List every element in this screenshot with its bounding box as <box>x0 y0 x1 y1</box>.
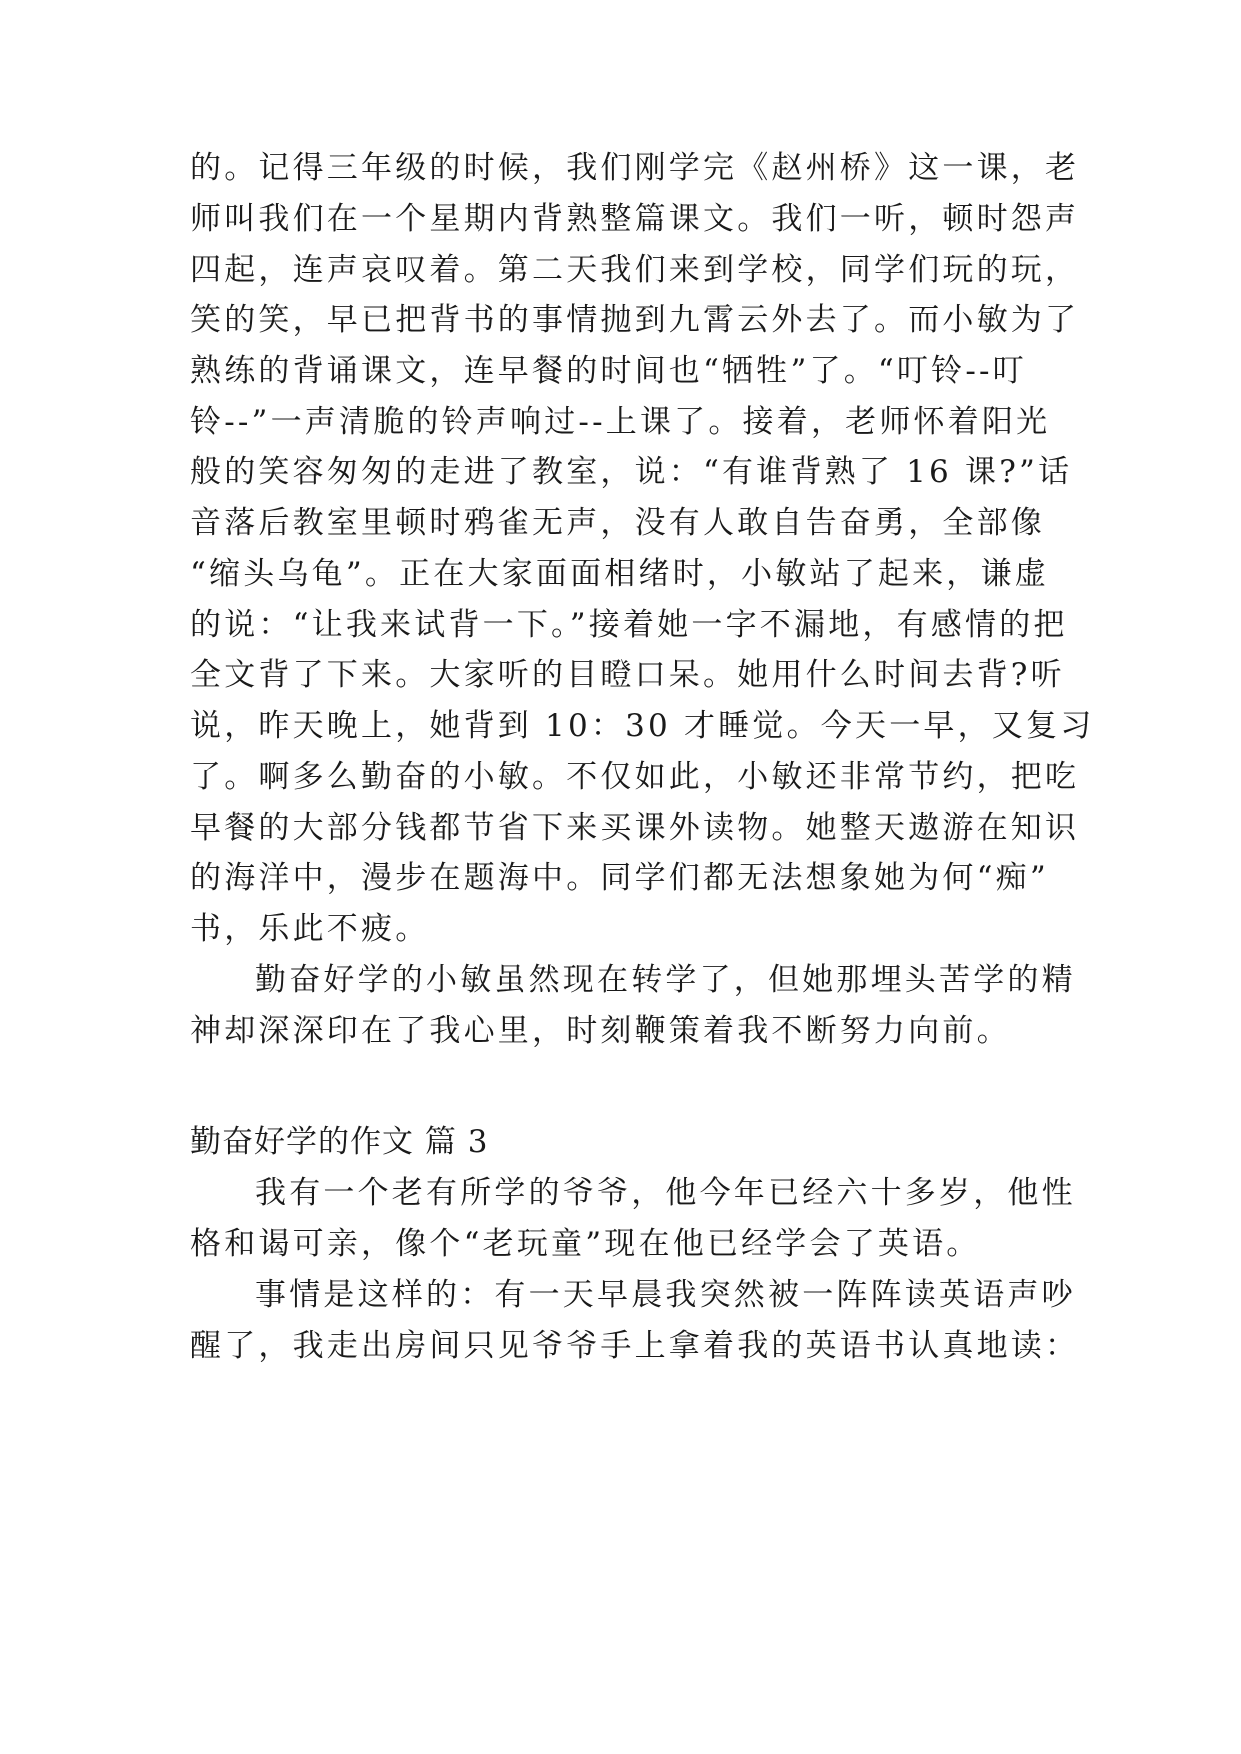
text-line: 勤奋好学的小敏虽然现在转学了，但她那埋头苦学的精 <box>255 962 1076 998</box>
text-line: 事情是这样的：有一天早晨我突然被一阵阵读英语声吵 <box>255 1277 1076 1313</box>
text-line: 铃--”一声清脆的铃声响过--上课了。接着，老师怀着阳光 <box>190 404 1051 440</box>
text-line: 早餐的大部分钱都节省下来买课外读物。她整天遨游在知识 <box>190 810 1080 846</box>
text-line: 格和谒可亲，像个“老玩童”现在他已经学会了英语。 <box>190 1226 981 1262</box>
text-line: 的海洋中，漫步在题海中。同学们都无法想象她为何“痴” <box>190 860 1049 896</box>
text-line: “缩头乌龟”。正在大家面面相绪时，小敏站了起来，谦虚 <box>190 556 1049 592</box>
text-line: 说，昨天晚上，她背到 10：30 才睡觉。今天一早，又复习 <box>190 708 1095 744</box>
text-line: 音落后教室里顿时鸦雀无声，没有人敢自告奋勇，全部像 <box>190 505 1045 541</box>
text-line: 书，乐此不疲。 <box>190 911 430 947</box>
text-line: 般的笑容匆匆的走进了教室，说：“有谁背熟了 16 课?”话 <box>190 454 1073 490</box>
text-line: 我有一个老有所学的爷爷，他今年已经六十多岁，他性 <box>255 1175 1076 1211</box>
text-line: 的。记得三年级的时候，我们刚学完《赵州桥》这一课，老 <box>190 150 1080 186</box>
text-line: 熟练的背诵课文，连早餐的时间也“牺牲”了。“叮铃--叮 <box>190 353 1027 389</box>
text-line: 了。啊多么勤奋的小敏。不仅如此，小敏还非常节约，把吃 <box>190 759 1080 795</box>
text-line: 师叫我们在一个星期内背熟整篇课文。我们一听，顿时怨声 <box>190 201 1080 237</box>
section-heading: 勤奋好学的作文 篇 3 <box>190 1124 489 1160</box>
text-line: 四起，连声哀叹着。第二天我们来到学校，同学们玩的玩， <box>190 252 1080 288</box>
text-line: 全文背了下来。大家听的目瞪口呆。她用什么时间去背?听 <box>190 657 1065 693</box>
text-line: 的说：“让我来试背一下。”接着她一字不漏地，有感情的把 <box>190 607 1068 643</box>
text-line: 神却深深印在了我心里，时刻鞭策着我不断努力向前。 <box>190 1013 1011 1049</box>
text-line: 醒了，我走出房间只见爷爷手上拿着我的英语书认真地读： <box>190 1328 1080 1364</box>
text-line: 笑的笑，早已把背书的事情抛到九霄云外去了。而小敏为了 <box>190 302 1080 338</box>
